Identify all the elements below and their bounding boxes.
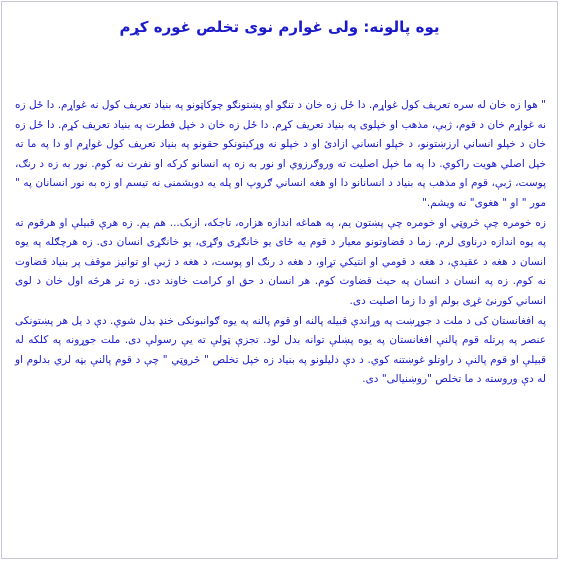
paragraph-identity: زه خومره چې څروټي او خومره چې پښتون یم، په هماغه اندازه هزاره، تاجکه، ازبک... هم یم. زه هرې قبیلې او هرقوم ته په یوه اندازه درناوی لرم. زما د قضاوتونو معیار د قوم یه ځای یو خانګړی وګړی، یو خانګړی انسان دی. زه هرچګله په یوه انسان د هغه د عقیدې، د هغه د قومي او انتیکي تړاو، د هغه د رنګ او پوست، د هغه د ژبې او توانیز موقف پر بنیاد قضاوت نه کوم. زه په انسان د انسان په حیث قضاوت کوم. هر انسان د حق او کرامت خاوند دی. زه تر هرڅه اول خان د لوی انساني کورنئ غړی بولم او دا زما اصلیت دی. [15,216,546,307]
paragraph-nation-building: په افغانستان کی د ملت د جوړښت په وړاندې قبیله پالنه او قوم پالنه په یوه ګوانبونکی خنډ بدل شوې. دې د یل هر پښتونکی عنصر په پرتله قوم پالنې افغانستان په یوه پښلې توانه بدل لود. تجزې ټولې ته یې رسولې دی. ملت جوړونه په کلکه له قبیلې او قوم پالنې د راوتلو غوښتنه کوي. د دې دلیلونو په بنیاد زه خپل تخلص " څروټي " چې د قوم پالنې بڼه لري بدلوم او له دې وروسته د ما تخلص "روښنیالی" دی. [15,314,546,386]
paragraph-quote: " هوا زه خان له سره تعریف کول غواړم. دا ځل زه خان د تنګو او پښتونګو چوکاټونو په بنیاد تعریف کول نه غواړم. دا ځل زه نه غواړم خان د قوم، ژبې، مذهب او خپلوی په بنیاد تعریف کړم. دا ځل زه خان د خپل فطرت په بنیاد تعریف کړم. دا ځل زه خان د خپلو انساني ارزښتونو، د خپلو انساني ازادئ او د خپلو نه وړکیتونکو حقونو په بنیاد تعریف کول غواړم او دا په ما ته خپل اصلي هویت راکوي. دا په ما خپل اصلیت ته وروګرزوي او نور به زه په انسانو کرکه او نفرت نه کوم. نور به زه د رنګ، پوست، ژبې، قوم او مذهب په بنیاد د انسانانو دا او هغه انساني ګروپ او پله یه دوبشمنی نه تیسم او زه به نور انسانان په " مور " او " هغوی" نه ویشم." [15,99,546,209]
document-title: یوه پالونه: ولی غوارم نوی تخلص غوره کړم [119,18,440,36]
document-page [1,1,558,559]
document-body [15,96,546,390]
